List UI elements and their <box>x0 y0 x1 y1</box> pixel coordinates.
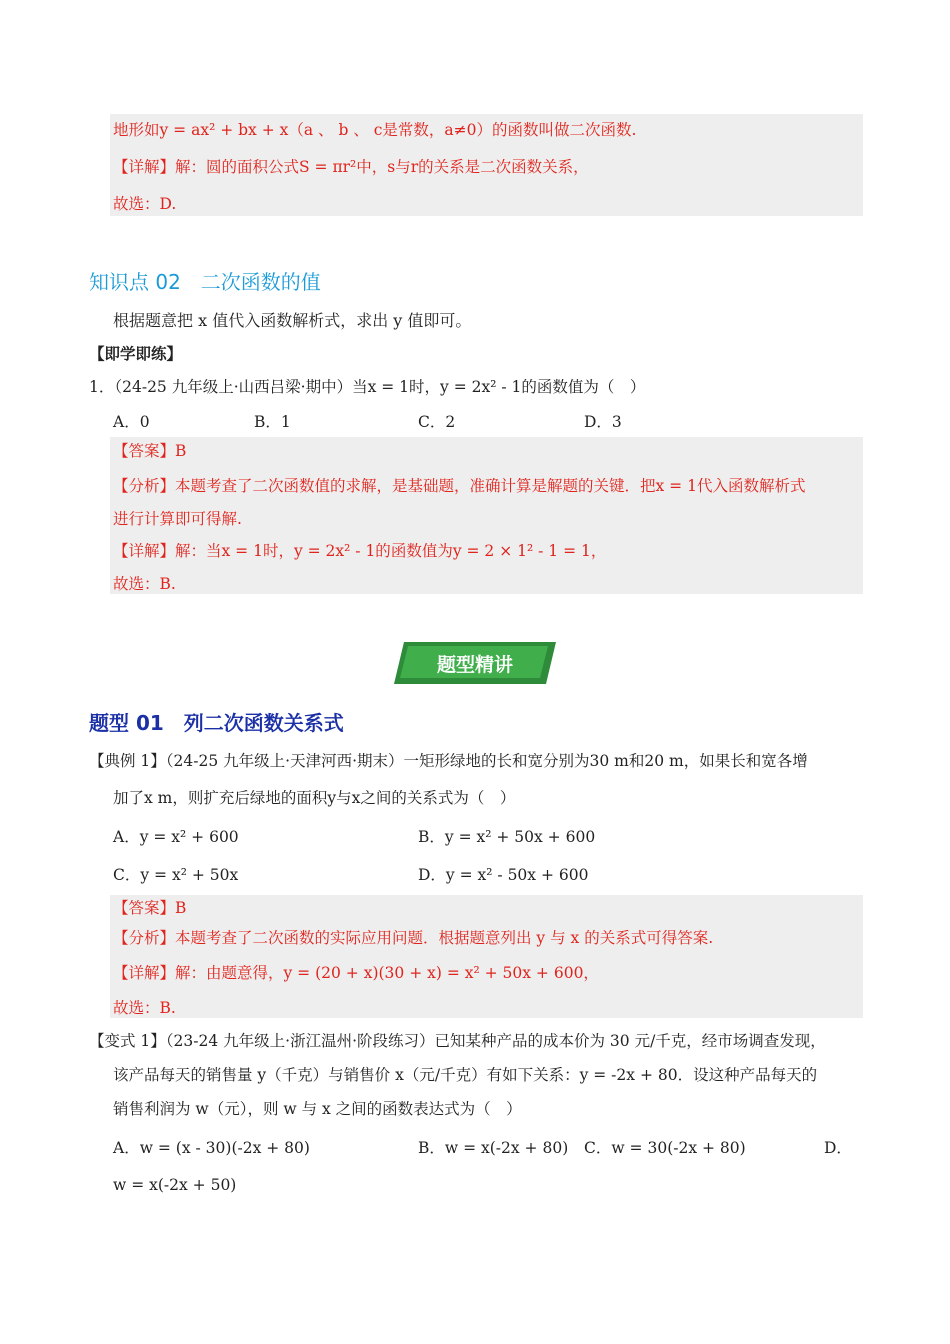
option-a: A．w = (x - 30)(-2x + 80) <box>113 1139 310 1157</box>
option-d: D． <box>824 1139 852 1157</box>
banner-label: 题型精讲 <box>436 654 513 676</box>
example-line-2: 加了x m，则扩充后绿地的面积y与x之间的关系式为（ ） <box>113 789 516 807</box>
answer-text: 【答案】B <box>113 442 187 460</box>
option-c: C．y = x² + 50x <box>113 866 239 884</box>
analysis-text: 【分析】本题考查了二次函数的实际应用问题．根据题意列出 y 与 x 的关系式可得答案. <box>113 929 714 947</box>
analysis-text: 【分析】本题考查了二次函数值的求解，是基础题，准确计算是解题的关键．把x = 1代入函数解析式 <box>113 477 806 495</box>
choice-text: 故选：B. <box>113 575 176 593</box>
solution-box <box>110 895 863 1018</box>
option-b: B．w = x(-2x + 80) <box>418 1139 569 1157</box>
example-line-1: 【典例 1】（24-25 九年级上·天津河西·期末）一矩形绿地的长和宽分别为30 m和20 m，如果长和宽各增 <box>89 752 808 770</box>
option-d-value: w = x(-2x + 50) <box>113 1176 237 1194</box>
section-title: 知识点 02 二次函数的值 <box>89 270 321 294</box>
option-a: A．y = x² + 600 <box>113 828 239 846</box>
type-title: 题型 01 列二次函数关系式 <box>89 711 344 735</box>
practice-label: 【即学即练】 <box>89 344 183 363</box>
option-d: D．3 <box>584 413 622 431</box>
variant-line-1: 【变式 1】（23-24 九年级上·浙江温州·阶段练习）已知某种产品的成本价为 30 元/千克，经市场调查发现， <box>89 1032 826 1050</box>
option-d: D．y = x² - 50x + 600 <box>418 866 589 884</box>
definition-text: 地形如y = ax² + bx + x（a 、 b 、 c是常数，a≠0）的函数叫做二次函数. <box>113 121 637 139</box>
detail-text: 【详解】解：由题意得，y = (20 + x)(30 + x) = x² + 50x + 600， <box>113 964 599 982</box>
detail-text: 【详解】解：圆的面积公式S = πr²中，s与r的关系是二次函数关系， <box>113 158 589 176</box>
section-banner <box>394 640 556 686</box>
answer-text: 【答案】B <box>113 899 187 917</box>
option-a: A．0 <box>113 413 150 431</box>
option-b: B．y = x² + 50x + 600 <box>418 828 596 846</box>
option-c: C．2 <box>418 413 456 431</box>
option-c: C．w = 30(-2x + 80) <box>584 1139 746 1157</box>
option-b: B．1 <box>254 413 291 431</box>
choice-text: 故选：D. <box>113 195 177 213</box>
analysis-text-cont: 进行计算即可得解. <box>113 510 242 528</box>
detail-text: 【详解】解：当x = 1时，y = 2x² - 1的函数值为y = 2 × 1² - 1 = 1， <box>113 542 607 560</box>
question-stem: 1．（24-25 九年级上·山西吕梁·期中）当x = 1时，y = 2x² - 1的函数值为（ ） <box>89 378 646 396</box>
variant-line-2: 该产品每天的销售量 y（千克）与销售价 x（元/千克）有如下关系：y = -2x + 80．设这种产品每天的 <box>113 1066 818 1084</box>
variant-line-3: 销售利润为 w（元），则 w 与 x 之间的函数表达式为（ ） <box>113 1100 522 1118</box>
choice-text: 故选：B. <box>113 999 176 1017</box>
section-description: 根据题意把 x 值代入函数解析式，求出 y 值即可。 <box>113 311 472 330</box>
